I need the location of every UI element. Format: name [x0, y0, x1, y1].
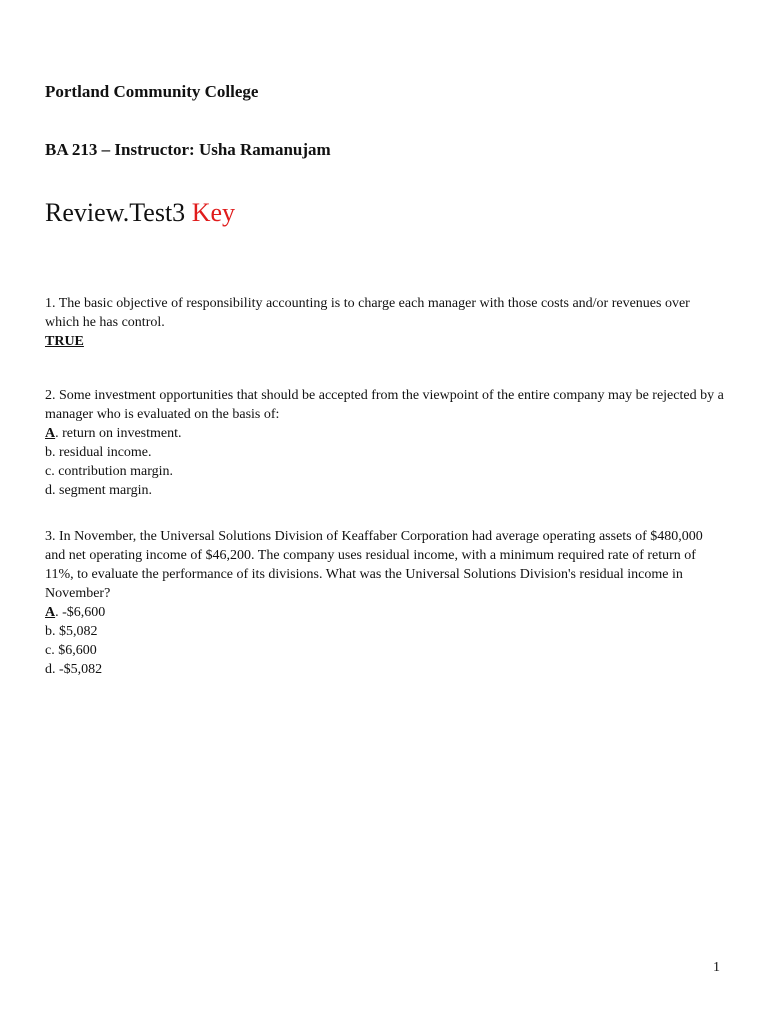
- option-letter: b: [45, 624, 52, 639]
- option-text: . $5,082: [52, 624, 98, 639]
- question-text: 3. In November, the Universal Solutions Division of Keaffaber Corporation had average operating assets of $480,000 and net operating income of $46,200. The company uses residual income, with a minimum required rate of return of 11%, to evaluate the performance of its divisions. What was the Universal Solutions Division's residual income in November?: [45, 529, 703, 601]
- title-key: Key: [191, 198, 236, 227]
- question-text: 2. Some investment opportunities that should be accepted from the viewpoint of the entire company may be rejected by a manager who is evaluated on the basis of:: [45, 388, 724, 422]
- question-1: [45, 294, 725, 351]
- option-text: . -$6,600: [55, 605, 106, 620]
- option-c: [45, 641, 725, 660]
- option-b: [45, 622, 725, 641]
- option-letter: d: [45, 662, 52, 677]
- college-name: Portland Community College: [45, 82, 259, 101]
- option-letter: d: [45, 483, 52, 498]
- option-a: [45, 424, 725, 443]
- option-text: . return on investment.: [55, 426, 182, 441]
- option-letter: c: [45, 643, 52, 658]
- option-d: [45, 481, 725, 500]
- option-text: . $6,600: [51, 643, 97, 658]
- question-2: [45, 386, 725, 500]
- option-text: . segment margin.: [52, 483, 153, 498]
- option-letter: c: [45, 464, 52, 479]
- option-letter: b: [45, 445, 52, 460]
- option-b: [45, 443, 725, 462]
- option-text: . residual income.: [52, 445, 152, 460]
- option-a: [45, 603, 725, 622]
- option-text: . contribution margin.: [51, 464, 174, 479]
- answer-true: TRUE: [45, 334, 84, 349]
- option-letter: A: [45, 605, 56, 620]
- question-text: 1. The basic objective of responsibility accounting is to charge each manager with those costs and/or revenues over which he has control.: [45, 296, 690, 330]
- option-text: . -$5,082: [52, 662, 103, 677]
- page-number: 1: [713, 960, 720, 975]
- page-title: [45, 198, 235, 228]
- course-instructor: BA 213 – Instructor: Usha Ramanujam: [45, 140, 331, 159]
- option-d: [45, 660, 725, 679]
- option-c: [45, 462, 725, 481]
- option-letter: A: [45, 426, 56, 441]
- title-main: Review.Test3: [45, 198, 186, 227]
- question-3: [45, 527, 725, 679]
